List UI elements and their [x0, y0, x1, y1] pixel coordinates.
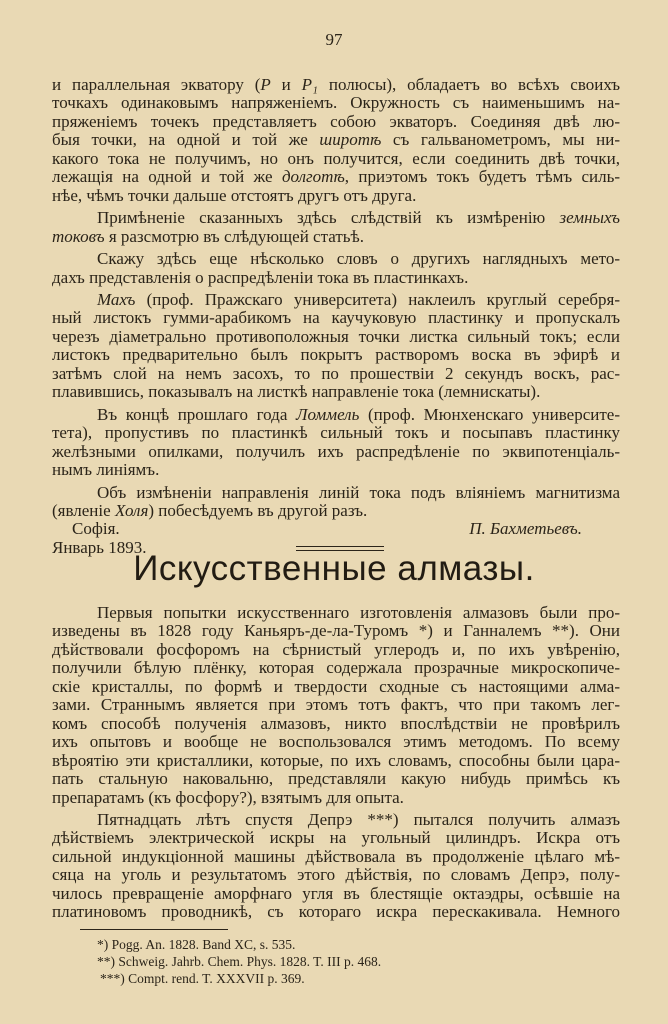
- text-line: [52, 131, 620, 149]
- footnote: ***) Compt. rend. T. XXXVII p. 369.: [100, 971, 305, 986]
- text-line: [52, 502, 620, 520]
- paragraph: [52, 291, 620, 402]
- footnote-rule: [80, 929, 228, 930]
- text: зами. Страннымъ является при этомъ тотъ фактъ, что при такомъ лег-: [52, 695, 620, 715]
- text: чилось превращеніе аморфнаго угля въ блестящіе октаэдры, осѣвшіе на: [52, 883, 620, 903]
- text-line: [52, 443, 620, 461]
- text: комъ способѣ полученія алмазовъ, никто впослѣдствіи не провѣрилъ: [52, 713, 620, 733]
- text: препаратамъ (къ фосфору?), взятымъ для опыта.: [52, 787, 404, 807]
- text: Пятнадцать лѣтъ спустя Депрэ ***) пытался получить алмазъ: [97, 809, 620, 829]
- paragraph: [52, 406, 620, 480]
- date: Январь 1893.: [52, 537, 147, 557]
- text: Объ измѣненіи направленія линій тока подъ вліяніемъ магнитизма: [97, 482, 620, 502]
- article-body: [52, 604, 620, 922]
- text-line: [52, 406, 620, 424]
- text-line: [52, 228, 620, 246]
- text: листокъ предварительно былъ покрытъ растворомъ воска въ эфирѣ и: [52, 345, 620, 365]
- text: лежащія на одной и той же: [52, 167, 282, 187]
- text-line: [52, 641, 620, 659]
- italic-text: земныхъ: [559, 208, 620, 228]
- text: и: [270, 75, 302, 94]
- text: ный листокъ гумми-арабикомъ на каучуковую пластинку и пропускалъ: [52, 308, 620, 328]
- text: съ гальванометромъ, мы ни-: [381, 130, 621, 150]
- text-line: [52, 696, 620, 714]
- text: тета), пропустивъ по пластинкѣ сильный токъ и посыпавъ пластинку: [52, 423, 620, 443]
- text: какого тока не получимъ, но онъ получится, если соединить двѣ точки,: [52, 148, 620, 168]
- signature-line: [52, 520, 620, 538]
- italic-text: Махъ: [97, 289, 136, 309]
- text-line: [52, 848, 620, 866]
- text-line: [52, 733, 620, 751]
- text: затѣмъ слой на немъ засохъ, то по прошествіи 2 секундъ воскъ, рас-: [52, 363, 620, 383]
- text: пряженіемъ точекъ представляетъ собою экваторъ. Соединяя двѣ лю-: [52, 111, 620, 131]
- paragraph: [52, 604, 620, 807]
- paragraph: [52, 484, 620, 521]
- text-line: [52, 346, 620, 364]
- text-line: [52, 187, 620, 205]
- text: Скажу здѣсь еще нѣсколько словъ о другихъ наглядныхъ мето-: [97, 249, 620, 269]
- italic-text: P: [260, 75, 271, 94]
- text-line: [52, 885, 620, 903]
- italic-text: токовъ: [52, 226, 105, 246]
- footnote: *) Pogg. An. 1828. Band XC, s. 535.: [97, 937, 296, 952]
- text: платиновомъ проводникѣ, съ котораго искра перескакивала. Немного: [52, 902, 620, 922]
- text-line: [52, 424, 620, 442]
- footnote: **) Schweig. Jahrb. Chem. Phys. 1828. T. III p. 468.: [97, 954, 382, 969]
- text: вѣроятію эти кристаллики, которые, по ихъ словамъ, способны были цара-: [52, 750, 620, 770]
- italic-text: Холя: [114, 500, 149, 520]
- text-line: [52, 659, 620, 677]
- text-line: [52, 168, 620, 186]
- text: желѣзными опилками, получилъ ихъ распредѣленіе по эквипотенціаль-: [52, 441, 620, 461]
- paragraphs: [52, 76, 620, 520]
- text-line: [52, 209, 620, 227]
- text: нымъ линіямъ.: [52, 460, 160, 480]
- text-line: [52, 484, 620, 502]
- text: (явленіе: [52, 500, 115, 520]
- text-line: [52, 291, 620, 309]
- text: Въ концѣ прошлаго года: [97, 404, 296, 424]
- text-line: [52, 94, 620, 112]
- place: Софія.: [72, 519, 120, 539]
- paragraph: [52, 209, 620, 246]
- text: получили бѣлую плёнку, которая содержала прозрачные микроскопиче-: [52, 658, 620, 678]
- text-line: [52, 866, 620, 884]
- text: полюсы), обладаетъ во всѣхъ своихъ: [317, 75, 620, 94]
- text-line: [52, 250, 620, 268]
- text: быя точки, на одной и той же: [52, 130, 320, 150]
- italic-text: P₁: [301, 75, 318, 94]
- paragraph: [52, 250, 620, 287]
- text-line: [52, 309, 620, 327]
- article-title: Искусственные алмазы.: [133, 549, 535, 588]
- text: сяца на уголь и результатомъ этого дѣйствія, по словамъ Депрэ, полу-: [52, 865, 620, 885]
- italic-text: долготѣ: [281, 167, 345, 187]
- author: П. Бахметьевъ.: [469, 519, 582, 539]
- page-number: 97: [325, 30, 343, 49]
- text: ихъ опытовъ и вообще не воспользовался этимъ методомъ. По всему: [52, 732, 620, 752]
- text: дѣйствіемъ электрической искры на угольный цилиндръ. Искра отъ: [52, 828, 620, 848]
- text: (проф. Мюнхенскаго университе-: [359, 404, 620, 424]
- text: черезъ діаметрально противоположныя точки листка сильный токъ; если: [52, 326, 620, 346]
- text-line: [52, 752, 620, 770]
- text-line: [52, 604, 620, 622]
- italic-text: широтѣ: [319, 130, 382, 150]
- text: дахъ представленія о распредѣленіи тока въ пластинкахъ.: [52, 267, 469, 287]
- text: (проф. Пражскаго университета) наклеилъ круглый серебря-: [135, 289, 620, 309]
- paragraphs: [52, 604, 620, 922]
- text: ) побесѣдуемъ въ другой разъ.: [148, 500, 368, 520]
- text-line: [52, 770, 620, 788]
- text-line: [52, 461, 620, 479]
- text-line: [52, 269, 620, 287]
- text: Примѣненіе сказанныхъ здѣсь слѣдствій къ измѣренію: [97, 208, 560, 228]
- text-line: [52, 903, 620, 921]
- text: я разсмотрю въ слѣдующей статьѣ.: [104, 226, 364, 246]
- text-line: [52, 150, 620, 168]
- text-line: [52, 113, 620, 131]
- text-line: [52, 383, 620, 401]
- text-line: [52, 365, 620, 383]
- footnotes: [97, 936, 381, 987]
- text: , приэтомъ токъ будетъ тѣмъ силь-: [344, 167, 621, 187]
- text-line: [52, 622, 620, 640]
- italic-text: Ломмель: [296, 404, 360, 424]
- text-line: [52, 811, 620, 829]
- text-line: [52, 678, 620, 696]
- text: пать стальную наковальню, представляли какую нибудь примѣсь къ: [52, 769, 620, 789]
- text: плавившись, показывалъ на листкѣ направленіе тока (лемнискаты).: [52, 382, 541, 402]
- text: точкахъ одинаковымъ напряженіемъ. Окружность съ наименьшимъ на-: [52, 93, 620, 113]
- text: нѣе, чѣмъ точки дальше отстоятъ другъ отъ друга.: [52, 185, 417, 205]
- paragraph: [52, 811, 620, 922]
- text: скіе кристаллы, по формѣ и твердости сходные съ настоящими алма-: [52, 676, 620, 696]
- text-line: [52, 789, 620, 807]
- text-line: [52, 328, 620, 346]
- text: Первыя попытки искусственнаго изготовленія алмазовъ были про-: [97, 603, 620, 622]
- text-line: [52, 76, 620, 94]
- text: сильной индукціонной машины дѣйствовала въ продолженіе цѣлаго мѣ-: [52, 846, 620, 866]
- article-continuation: [52, 76, 620, 557]
- text: изведены въ 1828 году Каньяръ-де-ла-Туромъ *) и Ганналемъ **). Они: [52, 621, 620, 641]
- paragraph: [52, 76, 620, 205]
- text: дѣйствовали фосфоромъ на сѣрнистый углеродъ и, по ихъ увѣренію,: [52, 639, 620, 659]
- text: и параллельная экватору (: [52, 75, 261, 94]
- text-line: [52, 715, 620, 733]
- text-line: [52, 829, 620, 847]
